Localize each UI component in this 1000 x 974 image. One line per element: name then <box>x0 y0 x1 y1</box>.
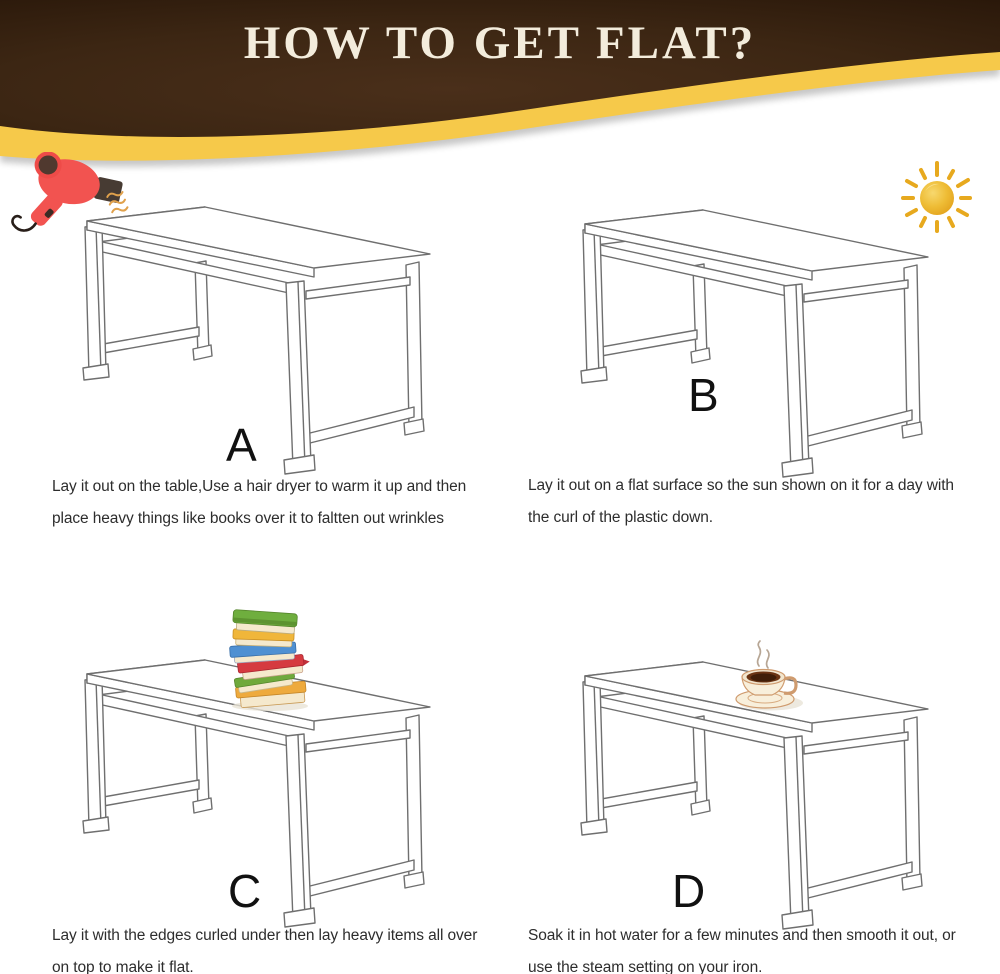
caption-a <box>52 478 466 542</box>
caption-a-line-1: Lay it out on the table,Use a hair dryer to warm it up and then <box>52 478 467 495</box>
caption-d-line-1: Soak it in hot water for a few minutes and then smooth it out, or <box>528 927 956 944</box>
caption-b-line-1: Lay it out on a flat surface so the sun shown on it for a day with <box>528 477 954 494</box>
section-label-b: B <box>688 369 719 421</box>
page-title: HOW TO GET FLAT? <box>243 17 757 69</box>
coffee-cup-icon <box>725 638 805 716</box>
caption-c <box>52 927 477 974</box>
caption-b <box>528 477 954 541</box>
books-stack-icon <box>220 600 315 712</box>
caption-c-line-1: Lay it with the edges curled under then lay heavy items all over <box>52 927 478 944</box>
caption-c-line-2: on top to make it flat. <box>52 959 194 974</box>
caption-a-line-2: place heavy things like books over it to faltten out wrinkles <box>52 510 444 527</box>
table-illustration-b <box>556 200 956 490</box>
section-label-c: C <box>228 865 262 917</box>
caption-d-line-2: use the steam setting on your iron. <box>528 959 763 974</box>
section-label-a: A <box>226 419 257 471</box>
section-label-d: D <box>672 865 706 917</box>
hair-dryer-icon <box>10 152 140 242</box>
caption-b-line-2: the curl of the plastic down. <box>528 509 713 526</box>
caption-d <box>528 927 956 974</box>
sun-icon <box>895 156 980 241</box>
